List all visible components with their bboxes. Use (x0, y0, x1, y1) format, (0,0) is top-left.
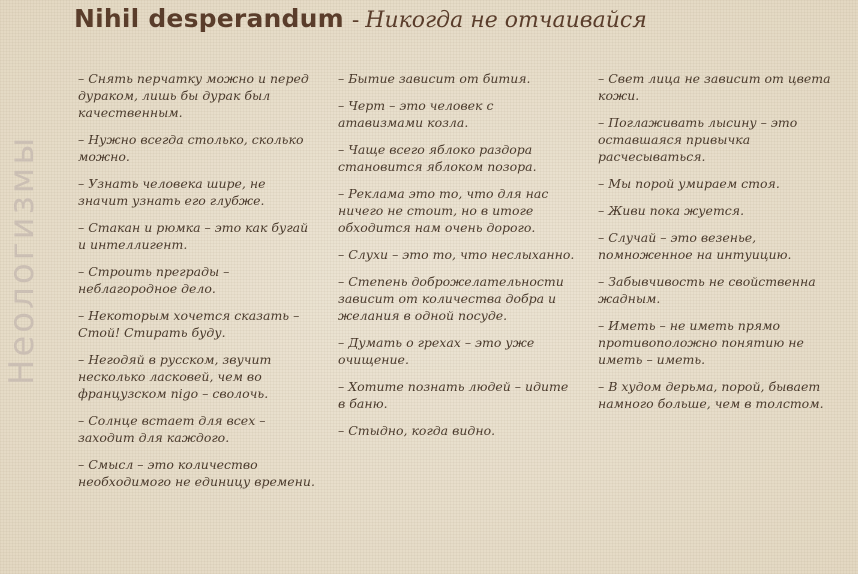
list-item: – Слухи – это то, что неслыханно. (338, 247, 575, 262)
list-item: – Снять перчатку можно и перед дураком, лишь бы дурак был качественным. (78, 71, 309, 120)
column-2 (338, 70, 578, 449)
side-label-text: Неологизмы (2, 134, 43, 386)
title-russian: Никогда не отчаивайся (365, 8, 647, 33)
list-item: – Свет лица не зависит от цвета кожи. (598, 71, 831, 103)
list-item: – Нужно всегда столько, сколько можно. (78, 132, 304, 164)
list-item: – Некоторым хочется сказать – Стой! Стирать буду. (78, 308, 300, 340)
page-title (74, 4, 647, 33)
list-item: – Стакан и рюмка – это как бугай и интеллигент. (78, 220, 309, 252)
list-item: – Негодяй в русском, звучит несколько ласковей, чем во французском nigo – сволочь. (78, 352, 272, 401)
list-item: – Бытие зависит от бития. (338, 71, 531, 86)
list-item: – Случай – это везенье, помноженное на интуицию. (598, 230, 792, 262)
column-3 (598, 70, 838, 422)
list-item: – В худом дерьма, порой, бывает намного больше, чем в толстом. (598, 379, 824, 411)
list-item: – Узнать человека шире, не значит узнать его глубже. (78, 176, 266, 208)
list-item: – Стыдно, когда видно. (338, 423, 496, 438)
list-item: – Степень доброжелательности зависит от количества добра и желания в одной посуде. (338, 274, 564, 323)
list-item: – Забывчивость не свойственна жадным. (598, 274, 816, 306)
title-separator: - (351, 8, 360, 33)
side-label (2, 70, 42, 450)
list-item: – Смысл – это количество необходимого не единицу времени. (78, 457, 315, 489)
list-item: – Строить преграды – неблагородное дело. (78, 264, 230, 296)
list-item: – Живи пока жуется. (598, 203, 745, 218)
column-1 (78, 70, 318, 500)
list-item: – Солнце встает для всех – заходит для каждого. (78, 413, 266, 445)
list-item: – Черт – это человек с атавизмами козла. (338, 98, 494, 130)
list-item: – Думать о грехах – это уже очищение. (338, 335, 535, 367)
list-item: – Иметь – не иметь прямо противоположно понятию не иметь – иметь. (598, 318, 804, 367)
title-latin: Nihil desperandum (74, 4, 344, 33)
list-item: – Чаще всего яблоко раздора становится яблоком позора. (338, 142, 537, 174)
list-item: – Хотите познать людей – идите в баню. (338, 379, 569, 411)
list-item: – Реклама это то, что для нас ничего не стоит, но в итоге обходится нам очень дорого. (338, 186, 549, 235)
list-item: – Поглаживать лысину – это оставшаяся привычка расчесываться. (598, 115, 798, 164)
list-item: – Мы порой умираем стоя. (598, 176, 780, 191)
